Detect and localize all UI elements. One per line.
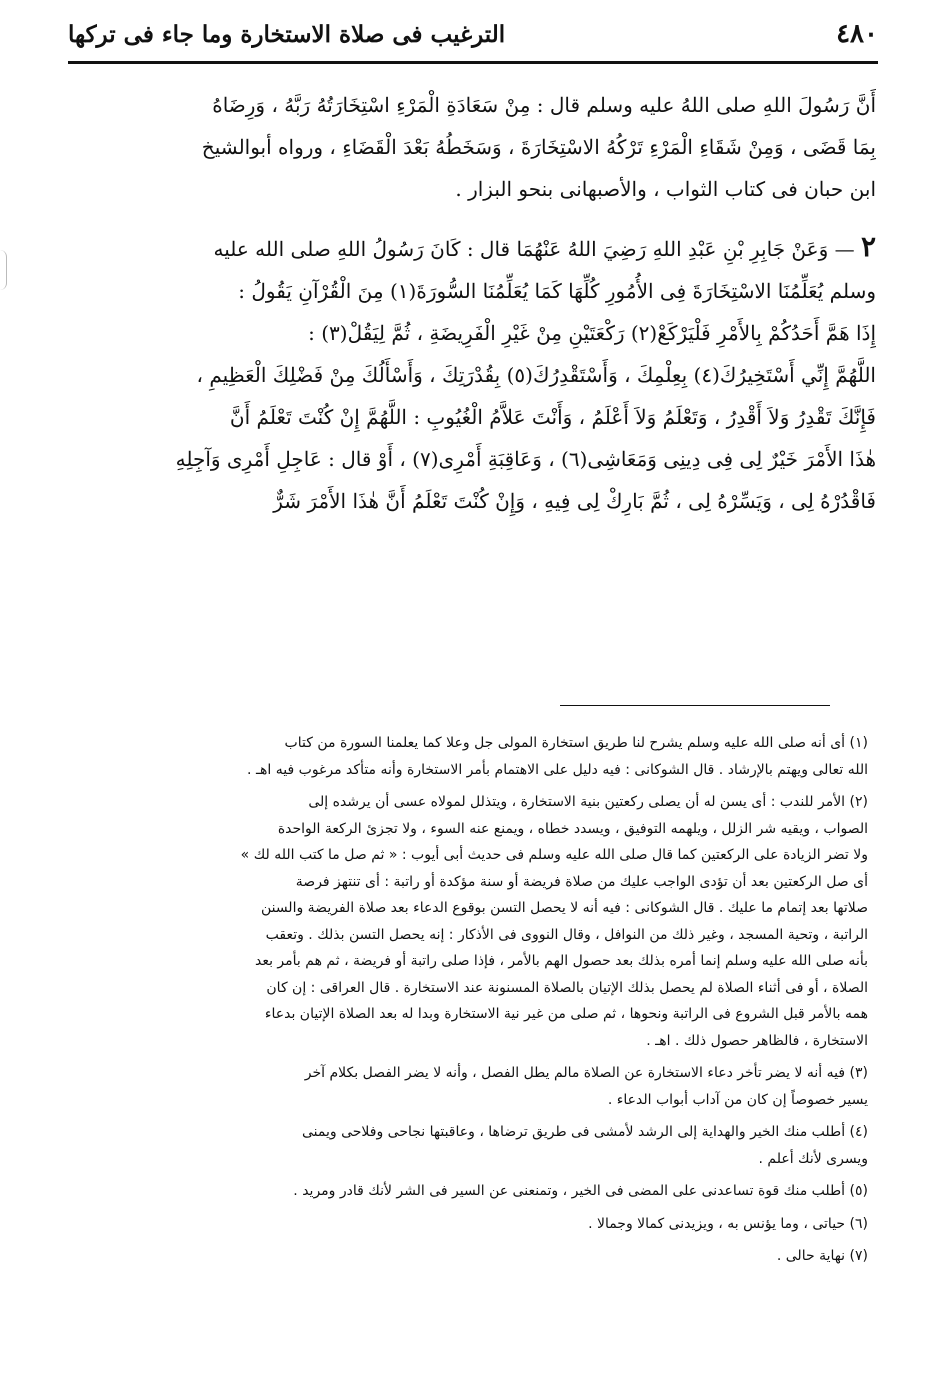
footnote-line: الصواب ، ويقيه شر الزلل ، ويلهمه التوفيق ، ويسدد خطاه ، ويمنع عنه السوء ، ولا تجزئ الركعة الواحدة <box>277 820 868 837</box>
footnote-line: (٧) نهاية حالى . <box>776 1248 868 1264</box>
text-line <box>70 226 876 270</box>
footnote-line: صلاتها بعد إتمام ما عليك . قال الشوكانى : فيه أنه لا يحصل التسن بوقوع الدعاء بعد صلاة الفريضة والسنن <box>260 900 868 916</box>
text-line: بِمَا قَضَى ، وَمِنْ شَقَاءِ الْمَرْءِ تَرْكُهُ الاسْتِخَارَةَ ، وَسَخَطُهُ بَعْدَ الْقَضَاءِ ، ورواه أبوالشيخ <box>201 135 876 159</box>
footnote-divider <box>560 705 830 706</box>
footnote-line: (٣) فيه أنه لا يضر تأخر دعاء الاستخارة عن الصلاة مالم يطل الفصل ، وأنه لا يضر الفصل بكلام آخر <box>304 1065 868 1081</box>
footnote-line: (٤) أطلب منك الخير والهداية إلى الرشد لأمشى فى طريق ترضاها ، وعاقبتها نجاحى وفلاحى ويمنى <box>301 1124 868 1140</box>
footnote-1 <box>72 730 868 783</box>
text-line: أَنَّ رَسُولَ اللهِ صلى اللهُ عليه وسلم قال : مِنْ سَعَادَةِ الْمَرْءِ اسْتِخَارَتُهُ رَبَّهُ ، وَرِضَاهُ <box>212 93 876 117</box>
footnote-7 <box>72 1243 868 1270</box>
text-line-content: — وَعَنْ جَابِرِ بْنِ عَبْدِ اللهِ رَضِيَ اللهُ عَنْهُمَا قال : كَانَ رَسُولُ اللهِ صلى الله عليه <box>213 237 855 261</box>
text-line: هٰذَا الأَمْرَ خَيْرٌ لِى فِى دِينِى وَمَعَاشِى(٦) ، وَعَاقِبَةِ أَمْرِى(٧) ، أَوْ قال : عَاجِلِ أَمْرِى وَآجِلِهِ <box>175 447 876 471</box>
footnote-4 <box>72 1119 868 1172</box>
footnote-line: (٥) أطلب منك قوة تساعدنى على المضى فى الخير ، وتمنعنى عن السير فى الشر لأنك قادر ومريد . <box>293 1183 868 1199</box>
running-header <box>68 10 878 58</box>
running-title: الترغيب فى صلاة الاستخارة وما جاء فى تركها <box>68 20 506 48</box>
footnote-2 <box>72 789 868 1054</box>
footnote-line: همه بالأمر قبل الشروع فى الراتبة ونحوها ، ثم صلى من غير نية الاستخارة وبدا له بعد الصلاة الإتيان بدعاء <box>264 1006 868 1022</box>
footnote-line: أى صل الركعتين بعد أن تؤدى الواجب عليك من صلاة فريضة أو سنة مؤكدة أو راتبة : أى تنتهز فرصة <box>295 873 868 890</box>
text-line: ابن حبان فى كتاب الثواب ، والأصبهانى بنحو البزار . <box>455 177 876 201</box>
page-edge-mark <box>0 250 7 290</box>
text-line: فَاقْدُرْهُ لِى ، وَيَسِّرْهُ لِى ، ثُمَّ بَارِكْ لِى فِيهِ ، وَإِنْ كُنْتَ تَعْلَمُ أَنَّ هٰذَا الأَمْرَ شَرٌّ <box>273 489 876 513</box>
footnote-3 <box>72 1060 868 1113</box>
paragraph-2 <box>70 226 876 522</box>
text-line: وسلم يُعَلِّمُنَا الاسْتِخَارَةَ فِى الأُمُورِ كُلِّهَا كَمَا يُعَلِّمُنَا السُّورَةَ(١) مِنَ الْقُرْآنِ يَقُولُ : <box>238 279 876 303</box>
footnote-line: ويسرى لأنك أعلم . <box>758 1150 868 1167</box>
page-number: ٤٨٠ <box>836 19 878 49</box>
footnote-line: الراتبة ، وتحية المسجد ، وغير ذلك من النوافل ، وقال النووى فى الأذكار : إنه يحصل التسن بذلك . وتعقب <box>265 926 868 943</box>
text-line: اللَّهُمَّ إِنِّي أَسْتَخِيرُكَ(٤) بِعِلْمِكَ ، وَأَسْتَقْدِرُكَ(٥) بِقُدْرَتِكَ ، وَأَسْأَلُكَ مِنْ فَضْلِكَ الْعَظِيمِ ، <box>196 363 876 387</box>
footnote-6 <box>72 1211 868 1238</box>
footnote-line: الله تعالى ويهتم بالإرشاد . قال الشوكانى : فيه دليل على الاهتمام بأمر الاستخارة وأنه متأكد مرغوب فيه اهـ . <box>247 761 868 778</box>
footnote-line: يسير خصوصاً إن كان من آداب أبواب الدعاء . <box>607 1091 868 1108</box>
footnote-5 <box>72 1178 868 1205</box>
footnote-line: بأنه صلى الله عليه وسلم إنما أمره بذلك بعد حصول الهم بالأمر ، فإذا صلى راتبة أو فريضة ، ثم هم بأمر بعد <box>254 953 868 969</box>
footnote-line: (٦) حياتى ، وما يؤنس به ، ويزيدنى كمالا وجمالا . <box>588 1215 868 1232</box>
footnote-line: (٢) الأمر للندب : أى يسن له أن يصلى ركعتين بنية الاستخارة ، ويتذلل لمولاه عسى أن يرشده إلى <box>308 794 868 810</box>
main-text <box>70 84 876 522</box>
footnotes <box>72 730 868 1276</box>
footnote-line: الاستخارة ، فالظاهر حصول ذلك . اهـ . <box>646 1032 868 1049</box>
footnote-line: الصلاة ، أو فى أثناء الصلاة لم يحصل بذلك الإتيان بالصلاة المسنونة عند الاستخارة . قال العراقى : إن كان <box>266 979 868 996</box>
footnote-line: ولا تضر الزيادة على الركعتين كما قال صلى الله عليه وسلم فى حديث أبى أيوب : « ثم صل ما كتب الله لك » <box>240 847 868 863</box>
text-line: فَإِنَّكَ تَقْدِرُ وَلاَ أَقْدِرُ ، وَتَعْلَمُ وَلاَ أَعْلَمُ ، وَأَنْتَ عَلاَّمُ الْغُيُوبِ : اللَّهُمَّ إِنْ كُنْتَ تَعْلَمُ أَنَّ <box>229 405 876 429</box>
paragraph-1 <box>70 84 876 210</box>
footnote-line: (١) أى أنه صلى الله عليه وسلم يشرح لنا طريق استخارة المولى جل وعلا كما يعلمنا السورة من كتاب <box>284 735 868 751</box>
header-divider <box>68 61 878 64</box>
hadith-number: ٢ <box>860 230 876 263</box>
text-line: إِذَا هَمَّ أَحَدُكُمْ بِالأَمْرِ فَلْيَرْكَعْ(٢) رَكْعَتَيْنِ مِنْ غَيْرِ الْفَرِيضَةِ ، ثُمَّ لِيَقُلْ(٣) : <box>308 321 876 345</box>
